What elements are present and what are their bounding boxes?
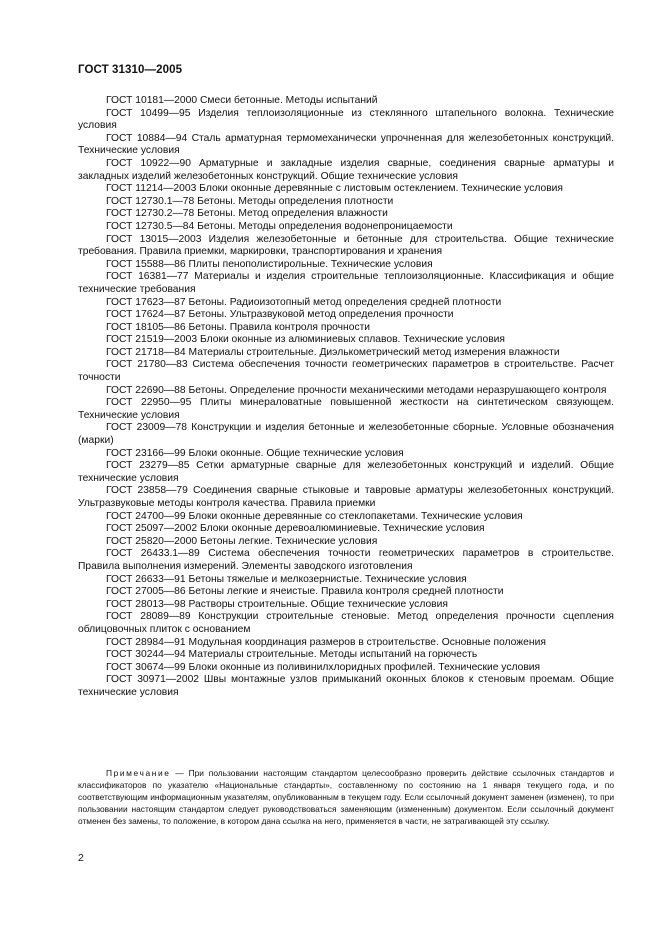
note-paragraph bbox=[78, 768, 614, 828]
reference-item: ГОСТ 22690—88 Бетоны. Определение прочности механическими методами неразрушающего контроля bbox=[106, 384, 607, 396]
reference-item: ГОСТ 23858—79 Соединения сварные стыковые и тавровые арматуры железобетонных конструкций. Ультразвуковые методы контроля качества. Правила приемки bbox=[78, 485, 614, 509]
document-header: ГОСТ 31310—2005 bbox=[78, 64, 183, 76]
reference-item: ГОСТ 11214—2003 Блоки оконные деревянные с листовым остеклением. Технические условия bbox=[106, 183, 563, 195]
reference-item: ГОСТ 21718—84 Материалы строительные. Диэлькометрический метод измерения влажности bbox=[106, 346, 560, 358]
reference-item: ГОСТ 23279—85 Сетки арматурные сварные для железобетонных конструкций и изделий. Общие технические условия bbox=[78, 460, 614, 484]
reference-item: ГОСТ 28013—98 Растворы строительные. Общие технические условия bbox=[106, 598, 448, 610]
reference-item: ГОСТ 28984—91 Модульная координация размеров в строительстве. Основные положения bbox=[106, 636, 546, 648]
reference-item: ГОСТ 27005—86 Бетоны легкие и ячеистые. Правила контроля средней плотности bbox=[106, 586, 504, 598]
reference-item: ГОСТ 16381—77 Материалы и изделия строительные теплоизоляционные. Классификация и общие технические требования bbox=[78, 271, 614, 295]
reference-item: ГОСТ 17623—87 Бетоны. Радиоизотопный метод определения средней плотности bbox=[106, 296, 502, 308]
reference-item: ГОСТ 23166—99 Блоки оконные. Общие технические условия bbox=[106, 447, 404, 459]
reference-item: ГОСТ 13015—2003 Изделия железобетонные и бетонные для строительства. Общие технические требования. Правила приемки, маркировки, транспортирования и хранения bbox=[78, 233, 614, 258]
reference-item: ГОСТ 10922—90 Арматурные и закладные изделия сварные, соединения сварные арматуры и закладных изделий железобетонных конструкций. Общие технические условия bbox=[78, 157, 614, 182]
reference-item: ГОСТ 30971—2002 Швы монтажные узлов примыканий оконных блоков к стеновым проемам. Общие технические условия bbox=[78, 674, 614, 698]
reference-item: ГОСТ 12730.5—84 Бетоны. Методы определения водонепроницаемости bbox=[106, 220, 453, 232]
reference-item: ГОСТ 25097—2002 Блоки оконные деревоалюминиевые. Технические условия bbox=[106, 523, 485, 535]
reference-item: ГОСТ 18105—86 Бетоны. Правила контроля прочности bbox=[106, 321, 371, 333]
reference-item: ГОСТ 24700—99 Блоки оконные деревянные со стеклопакетами. Технические условия bbox=[106, 510, 523, 522]
reference-item: ГОСТ 30674—99 Блоки оконные из поливинилхлоридных профилей. Технические условия bbox=[106, 661, 541, 673]
reference-item: ГОСТ 22950—95 Плиты минераловатные повышенной жесткости на синтетическом связующем. Технические условия bbox=[78, 397, 614, 421]
note-label: Примечание bbox=[106, 768, 171, 778]
reference-item: ГОСТ 30244—94 Материалы строительные. Методы испытаний на горючесть bbox=[106, 649, 478, 661]
reference-item: ГОСТ 12730.2—78 Бетоны. Метод определения влажности bbox=[106, 208, 388, 220]
reference-item: ГОСТ 12730.1—78 Бетоны. Методы определения плотности bbox=[106, 195, 394, 207]
reference-item: ГОСТ 26433.1—89 Система обеспечения точности геометрических параметров в строительстве. Правила выполнения измерений. Элементы заводского изготовления bbox=[78, 548, 614, 572]
reference-item: ГОСТ 21780—83 Система обеспечения точности геометрических параметров в строительстве. Расчет точности bbox=[78, 359, 614, 384]
reference-item: ГОСТ 17624—87 Бетоны. Ультразвуковой метод определения прочности bbox=[106, 309, 454, 321]
reference-item: ГОСТ 10181—2000 Смеси бетонные. Методы испытаний bbox=[106, 95, 378, 106]
reference-item: ГОСТ 28089—89 Конструкции строительные стеновые. Метод определения прочности сцепления облицовочных плиток с основанием bbox=[78, 611, 614, 635]
page-number: 2 bbox=[78, 852, 84, 864]
reference-item: ГОСТ 10499—95 Изделия теплоизоляционные из стеклянного штапельного волокна. Технические условия bbox=[78, 107, 614, 132]
reference-item: ГОСТ 21519—2003 Блоки оконные из алюминиевых сплавов. Технические условия bbox=[106, 334, 505, 346]
reference-item: ГОСТ 15588—86 Плиты пенополистирольные. Технические условия bbox=[106, 258, 433, 270]
reference-item: ГОСТ 10884—94 Сталь арматурная термомеханически упрочненная для железобетонных конструкций. Технические условия bbox=[78, 132, 614, 157]
reference-item: ГОСТ 26633—91 Бетоны тяжелые и мелкозернистые. Технические условия bbox=[106, 573, 467, 585]
reference-item: ГОСТ 23009—78 Конструкции и изделия бетонные и железобетонные сборные. Условные обозначения (марки) bbox=[78, 422, 614, 447]
reference-item: ГОСТ 25820—2000 Бетоны легкие. Технические условия bbox=[106, 535, 378, 547]
normative-references-list bbox=[78, 95, 614, 700]
note-text: — При пользовании настоящим стандартом целесообразно проверить действие ссылочных стандартов и классификаторов по указателю «Национальные стандарты», составленному по состоянию на 1 января текущего года, и по соответствующим информационным указателям, опубликованным в текущем году. Если ссылочный документ заменен (изменен), то при пользовании настоящим стандартом следует руководствоваться заменяющим (измененным) документом. Если ссылочный документ отменен без замены, то положение, в котором дана ссылка на него, применяется в части, не затрагивающей эту ссылку. bbox=[78, 768, 614, 826]
